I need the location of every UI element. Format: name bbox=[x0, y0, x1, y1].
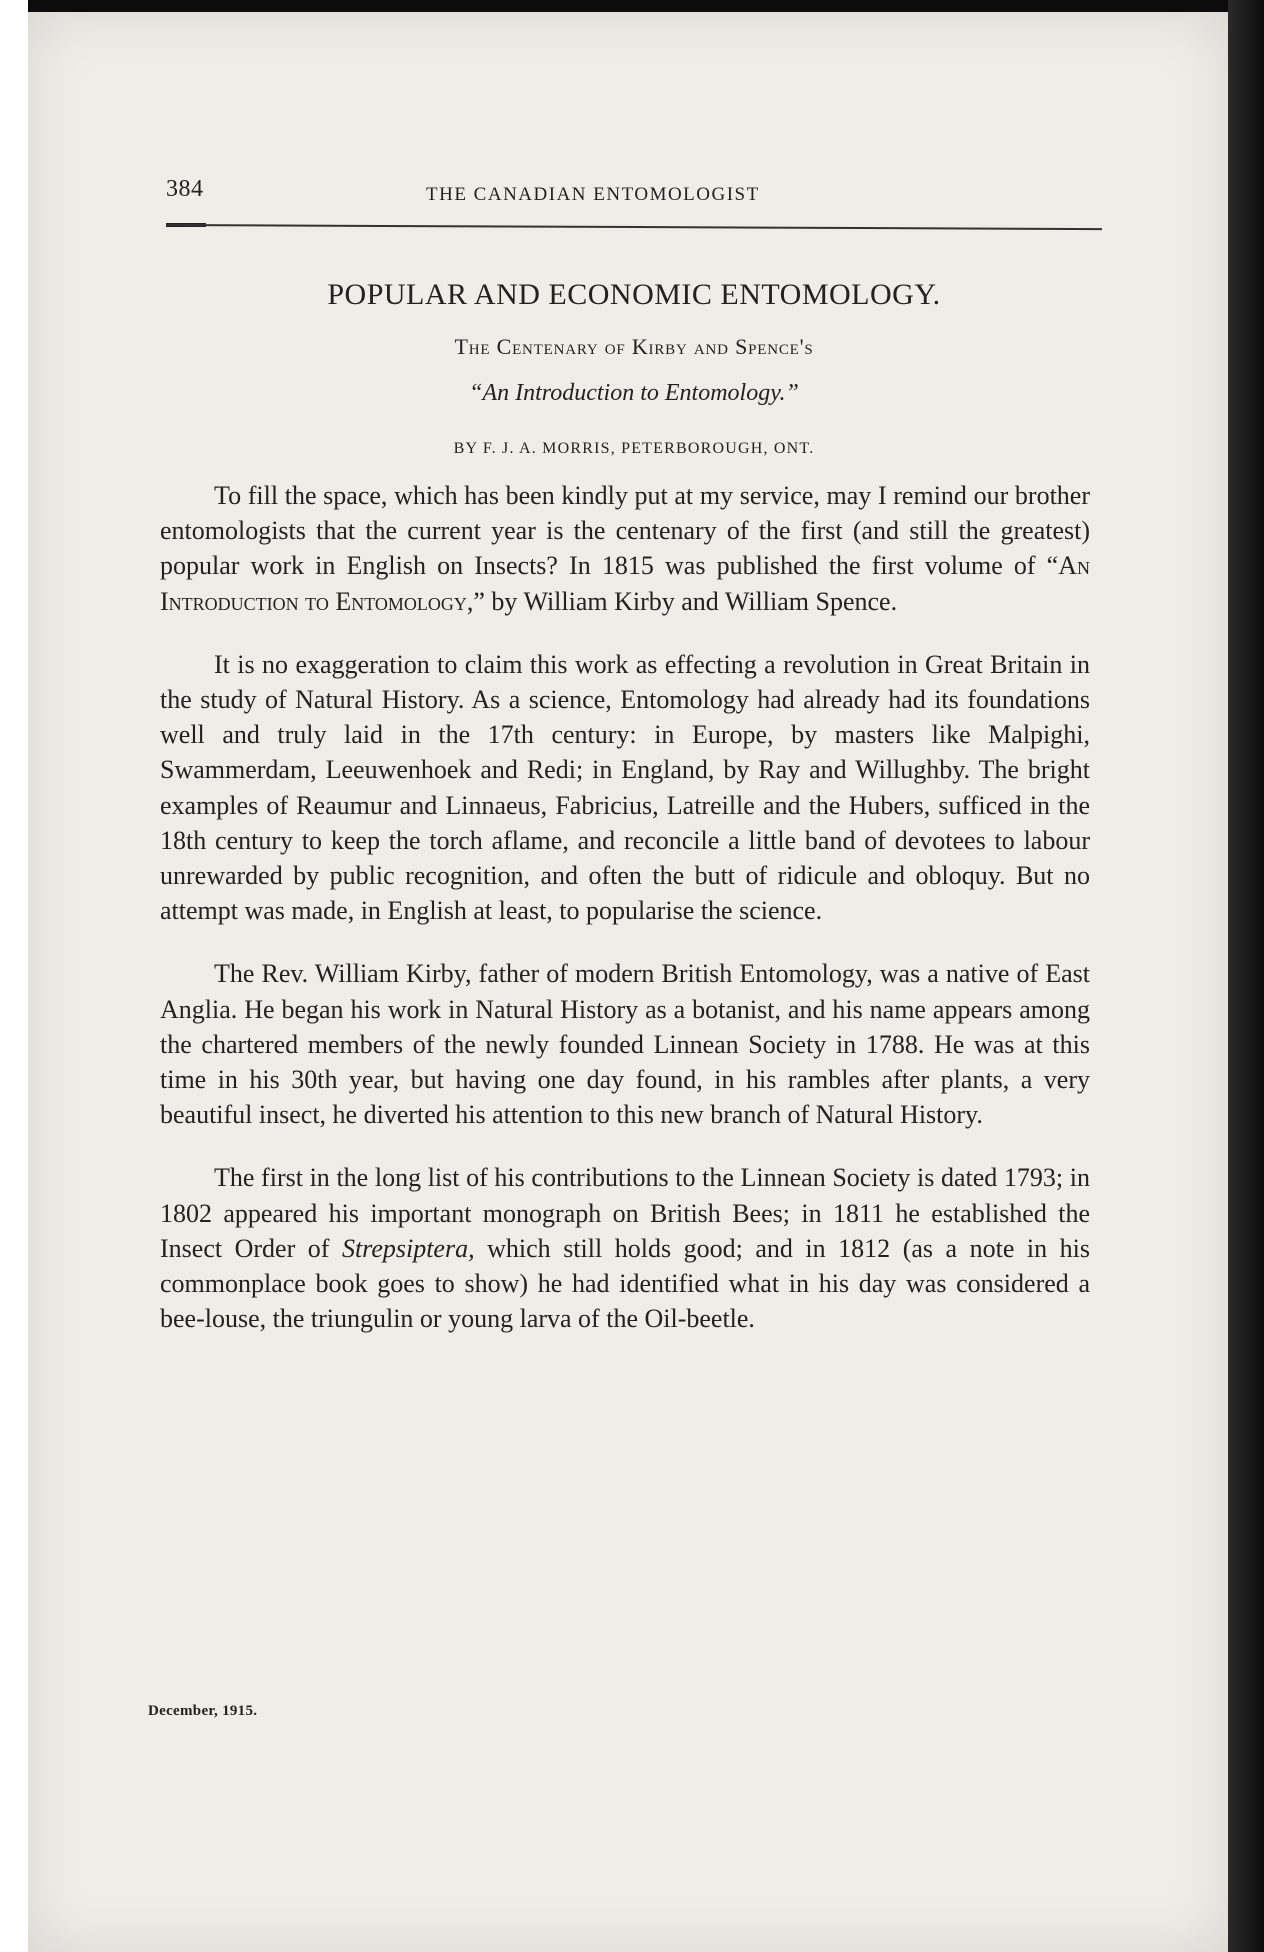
paragraph-1-end: ” by William Kirby and William Spence. bbox=[473, 586, 898, 616]
running-head: THE CANADIAN ENTOMOLOGIST bbox=[426, 184, 760, 205]
article-body bbox=[160, 478, 1090, 1336]
issue-date: December, 1915. bbox=[148, 1703, 258, 1719]
scan-left-margin bbox=[0, 0, 28, 1952]
book-title-inline: An Introduction to Entomology, bbox=[160, 551, 1090, 616]
paragraph-4-end: which still holds good; and in 1812 (as a note in his commonplace book goes to show) he had identified what in his day was considered a bee-louse, the triungulin or young larva of the Oil-beetle. bbox=[160, 1233, 1090, 1334]
book-spine-shadow bbox=[1228, 0, 1264, 1952]
scan-top-border bbox=[0, 0, 1264, 12]
book-title: “An Introduction to Entomology.” bbox=[469, 380, 799, 406]
paragraph-3: The Rev. William Kirby, father of modern British Entomology, was a native of East Anglia. He began his work in Natural History as a botanist, and his name appears among the chartered members of the newly founded Linnean Society in 1788. He was at this time in his 30th year, but having one day found, in his rambles after plants, a very beautiful insect, he diverted his attention to this new branch of Natural History. bbox=[160, 959, 1090, 1130]
author-byline: BY F. J. A. MORRIS, PETERBOROUGH, ONT. bbox=[453, 440, 815, 457]
paragraph-4 bbox=[160, 1160, 1090, 1336]
taxon-name: Strepsiptera, bbox=[341, 1233, 475, 1263]
article-subtitle: The Centenary of Kirby and Spence's bbox=[454, 334, 814, 359]
paragraph-4-start: The first in the long list of his contributions to the Linnean Society is dated 1793; in 1802 appeared his important monograph on British Bees; in 1811 he established the Insect Order of bbox=[160, 1163, 1090, 1263]
paragraph-1 bbox=[160, 478, 1090, 619]
page-header bbox=[166, 176, 1102, 216]
paragraph-2: It is no exaggeration to claim this work as effecting a revolution in Great Britain in the study of Natural History. As a science, Entomology had already had its foundations well and truly laid in the 17th century: in Europe, by masters like Malpighi, Swammerdam, Leeuwenhoek and Redi; in England, by Ray and Willughby. The bright examples of Reaumur and Linnaeus, Fabricius, Latreille and the Hubers, sufficed in the 18th century to keep the torch aflame, and reconcile a little band of devotees to labour unrewarded by public recognition, and often the butt of ridicule and obloquy. But no attempt was made, in English at least, to popularise the science. bbox=[160, 649, 1090, 926]
page-number: 384 bbox=[166, 176, 204, 202]
article-title: POPULAR AND ECONOMIC ENTOMOLOGY. bbox=[327, 278, 941, 311]
paragraph-1-start: To fill the space, which has been kindly put at my service, may I remind our brother entomologists that the current year is the centenary of the first (and still the greatest) popular work in English on Insects? In 1815 was published the first volume of “ bbox=[160, 481, 1090, 581]
